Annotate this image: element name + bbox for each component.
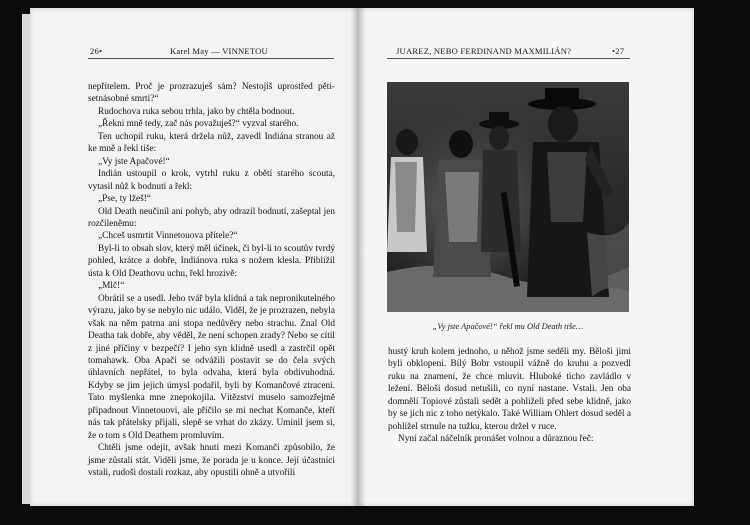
paragraph: Rudochova ruka sebou trhla, jako by chtěla bodnout. — [98, 106, 295, 117]
paragraph: hustý kruh kolem jednoho, u něhož jsme seděli my. Běloši jimi byli obklopeni. Bílý Bobr vstoupil vážně do kruhu a pozvedl ruku na znamení, že chce mluvit. Hluboké ticho zavládlo v ležení. Běloši dosud netušili, co nyní nastane. Vstali. Jen oba domnělí Topiové zůstali sedět a pohlíželi před sebe klidně, jako by se jich nic z toho netýkalo. Také William Ohlert dosud seděl a pohlížel strnule na tužku, kterou držel v ruce. — [388, 347, 631, 432]
book-gutter — [350, 8, 366, 506]
illustration — [387, 82, 629, 312]
paragraph: „Pse, ty lžeš!“ — [98, 194, 151, 205]
right-page-number: •27 — [612, 46, 625, 56]
paragraph: „Mlč!“ — [98, 281, 125, 292]
left-header-rule — [88, 58, 334, 59]
paragraph: Byl-li to obsah slov, který měl účinek, či byl-li to scoutův tvrdý pohled, krátce a dobře, Indiánova ruka s nožem klesla. Přiblížil ústa k Old Deathovu uchu, řekl hrozivě: — [88, 243, 335, 279]
paragraph: Indián ustoupil o krok, vytrhl ruku z obětí starého scouta, vytasil nůž k bodnutí a řekl: — [88, 169, 335, 192]
right-page-body — [388, 346, 631, 446]
right-header-rule — [387, 58, 630, 59]
left-page-number: 26• — [90, 46, 103, 56]
paragraph: „Chceš usmrtit Vinnetouova přítele?“ — [98, 231, 238, 242]
paragraph: „Řekni mně tedy, zač nás považuješ?“ vyzval starého. — [98, 119, 299, 130]
left-page-body — [88, 81, 335, 480]
paragraph: Old Death neučinil ani pohyb, aby odrazil bodnutí, zašeptal jen rozčileněmu: — [88, 206, 335, 229]
paragraph: nepřítelem. Proč je prozrazuješ sám? Nestojíš uprostřed pěti-setnásobné smrti?“ — [88, 82, 335, 105]
paragraph: Chtěli jsme odejít, avšak hnutí mezi Komanči způsobilo, že jsme zůstali stát. Viděli jsme, že porada je u konce. Její účastníci vstali, rudoši dostali rozkaz, aby opustili ohně a utvořili — [88, 443, 335, 479]
paragraph: Nyní začal náčelník pronášet volnou a důraznou řeč: — [398, 434, 594, 445]
illustration-caption: „Vy jste Apačové!“ řekl mu Old Death tiše… — [432, 322, 584, 331]
right-running-head: JUAREZ, NEBO FERDINAND MAXMILIÁN? — [396, 46, 572, 56]
left-running-head: Karel May — VINNETOU — [170, 46, 268, 56]
paragraph: Ten uchopil ruku, která držela nůž, zavedl Indiána stranou až ke mně a řekl tiše: — [88, 131, 335, 155]
paragraph: „Vy jste Apačové!“ — [98, 156, 170, 167]
illustration-artwork — [387, 82, 629, 312]
paragraph: Obrátil se a usedl. Jeho tvář byla klidná a tak nepronikutelného výrazu, jako by se nebylo nic událo. Viděl, že je prozrazen, nebyla však na něm patrna ani stopa nedůvěry nebo strachu. Znal Old Deatha tak dobře, aby věděl, že není schopen zrady? Nebo se cítil z jiné příčiny v bezpečí? I jeho syn klidně usedl a zastrčil opět tomahawk. Oba Apači se odvážili postavit se do čela svých úhlavních nepřátel, to byla odvaha, která byla obdivuhodná. Kdyby se jim jejich úmysl podařil, byli by Komančové ztraceni. Tato myšlenka mne znepokojila. Vítězství muselo samozřejmě připadnout Vinnetouovi, ale příčilo se mi nechat Komanče, kteří nás tak přátelsky přijali, slepě se vrhat do zkázy. Umínil jsem si, že o tom s Old Deathem promluvím. — [88, 293, 335, 441]
